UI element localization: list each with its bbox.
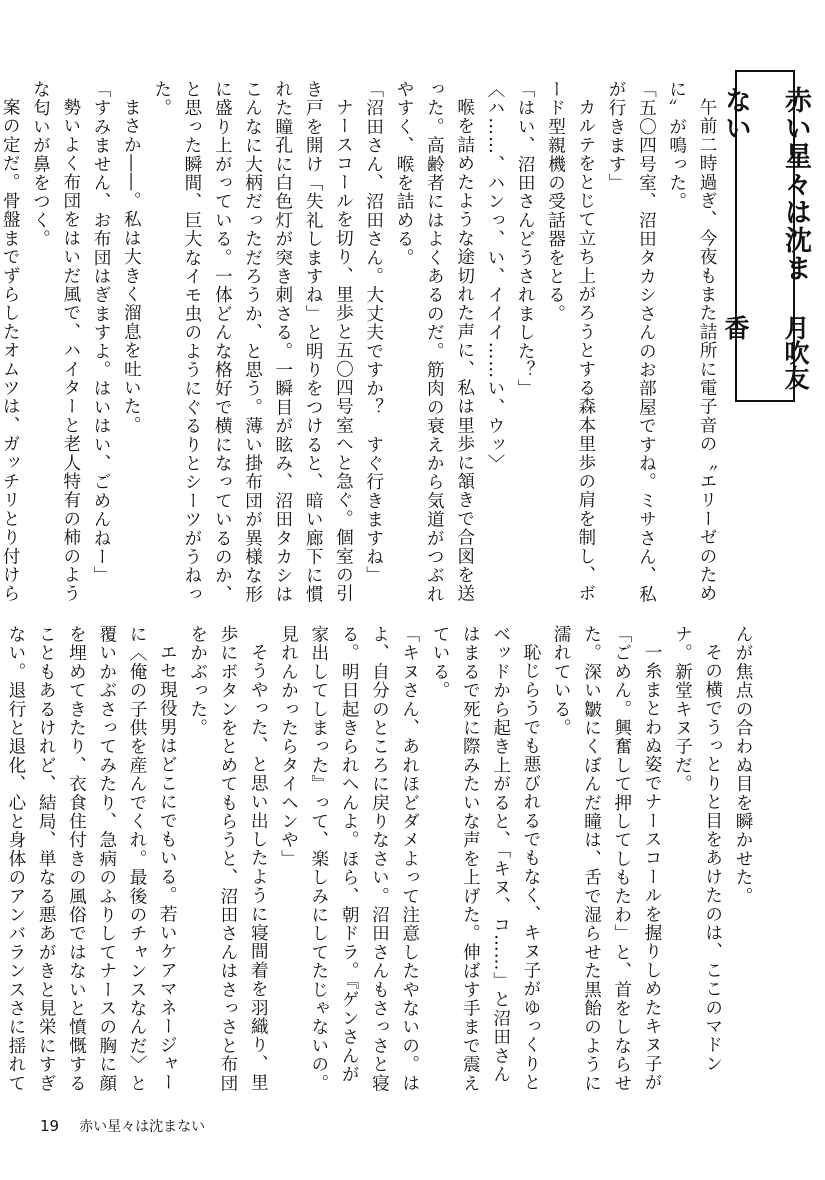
paragraph: そうやった、と思い出したように寝間着を羽織り、里歩にボタンをとめてもらうと、沼田さんはさっさと布団をかぶった。 xyxy=(187,625,269,1093)
title-box xyxy=(720,70,811,402)
paragraph: んが焦点の合わぬ目を瞬かせた。 xyxy=(733,625,753,906)
paragraph: 勢いよく布団をはいだ風で、ハイターと老人特有の柿のような匂いが鼻をつく。 xyxy=(30,80,81,603)
author-name: 月吹友香 xyxy=(721,315,810,391)
paragraph: まさか――。私は大きく溜息を吐いた。 xyxy=(121,97,142,435)
text-column-top xyxy=(0,80,722,608)
paragraph: 「沼田さん、沼田さん。大丈夫ですか？ すぐ行きますね」 xyxy=(363,80,384,585)
story-title: 赤い星々は沈まない xyxy=(720,86,811,282)
paragraph: 案の定だ。骨盤までずらしたオムツは、ガッチリとり付けら xyxy=(0,97,21,603)
paragraph: 恥じらうでも悪びれるでもなく、キヌ子がゆっくりとベッドから起き上がると、「キヌ、コ……」と沼田さんはまるで死に際みたいな声を上げた。伸ばす手まで震えている。 xyxy=(430,625,541,1093)
paragraph: 〈ハ……、ハンっ、い、イイイ……い、ウッ〉 xyxy=(484,80,505,473)
paragraph: 「五〇四号室、沼田タカシさんのお部屋ですね。ミサさん、私が行きます」 xyxy=(606,80,657,604)
paragraph: 喉を詰めたような途切れた声に、私は里歩に頷きで合図を送った。高齢者にはよくあるのだ。筋肉の衰えから気道がつぶれやすく、喉を詰める。 xyxy=(394,80,475,604)
paragraph: 一糸まとわぬ姿でナースコールを握りしめたキヌ子が「ごめん。興奮して押してしもたわ」と、首をしならせた。深い皺にくぼんだ瞳は、舌で湿らせた黒飴のように濡れている。 xyxy=(551,625,663,1093)
paragraph: 「すみません、お布団はぎますよ。はいはい、ごめんねー」 xyxy=(91,80,112,585)
running-title: 赤い星々は沈まない xyxy=(79,1119,206,1135)
page-footer xyxy=(40,1116,205,1136)
paragraph: ナースコールを切り、里歩と五〇四号室へと急ぐ。個室の引き戸を開け「失礼しますね」と明りをつけると、暗い廊下に慣れた瞳孔に白色灯が突き刺さる。一瞬目が眩み、沼田タカシはこんなに大柄だっただろうか、と思う。薄い掛布団が異様な形に盛り上がっている。一体どんな格好で横になっているのか、と思った瞬間、巨大なイモ虫のようにぐるりとシーツがうねった。 xyxy=(151,80,354,604)
paragraph: カルテをとじて立ち上がろうとする森本里歩の肩を制し、ボード型親機の受話器をとる。 xyxy=(545,80,596,603)
page-number: 19 xyxy=(40,1117,60,1135)
paragraph: その横でうっとりと目をあけたのは、ここのマドンナ。新堂キヌ子だ。 xyxy=(672,625,723,1073)
text-column-bottom xyxy=(5,625,758,1095)
paragraph: 「はい、沼田さんどうされました？」 xyxy=(515,80,536,398)
paragraph: 「キヌさん、あれほどダメよって注意したやないの。はよ、自分のところに戻りなさい。沼田さんもさっさと寝る。明日起きられへんよ。ほら、朝ドラ。『ゲンさんが家出してしまった』って、楽しみにしてたじゃないの。見れんかったらタイヘンや」 xyxy=(278,625,420,1093)
paragraph: エセ現役男はどこにでもいる。若いケアマネージャーに〈俺の子供を産んでくれ。最後のチャンスなんだ〉と覆いかぶさってみたり、急病のふりしてナースの胸に顔を埋めてきたり、衣食住付きの風俗ではないと憤慨することもあるけれど、結局、単なる悪あがきと見栄にすぎない。退行と退化、心と身体のアンバランスさに揺れて xyxy=(5,625,178,1093)
paragraph: 午前二時過ぎ、今夜もまた詰所に電子音の〝エリーゼのために〟が鳴った。 xyxy=(666,80,717,603)
